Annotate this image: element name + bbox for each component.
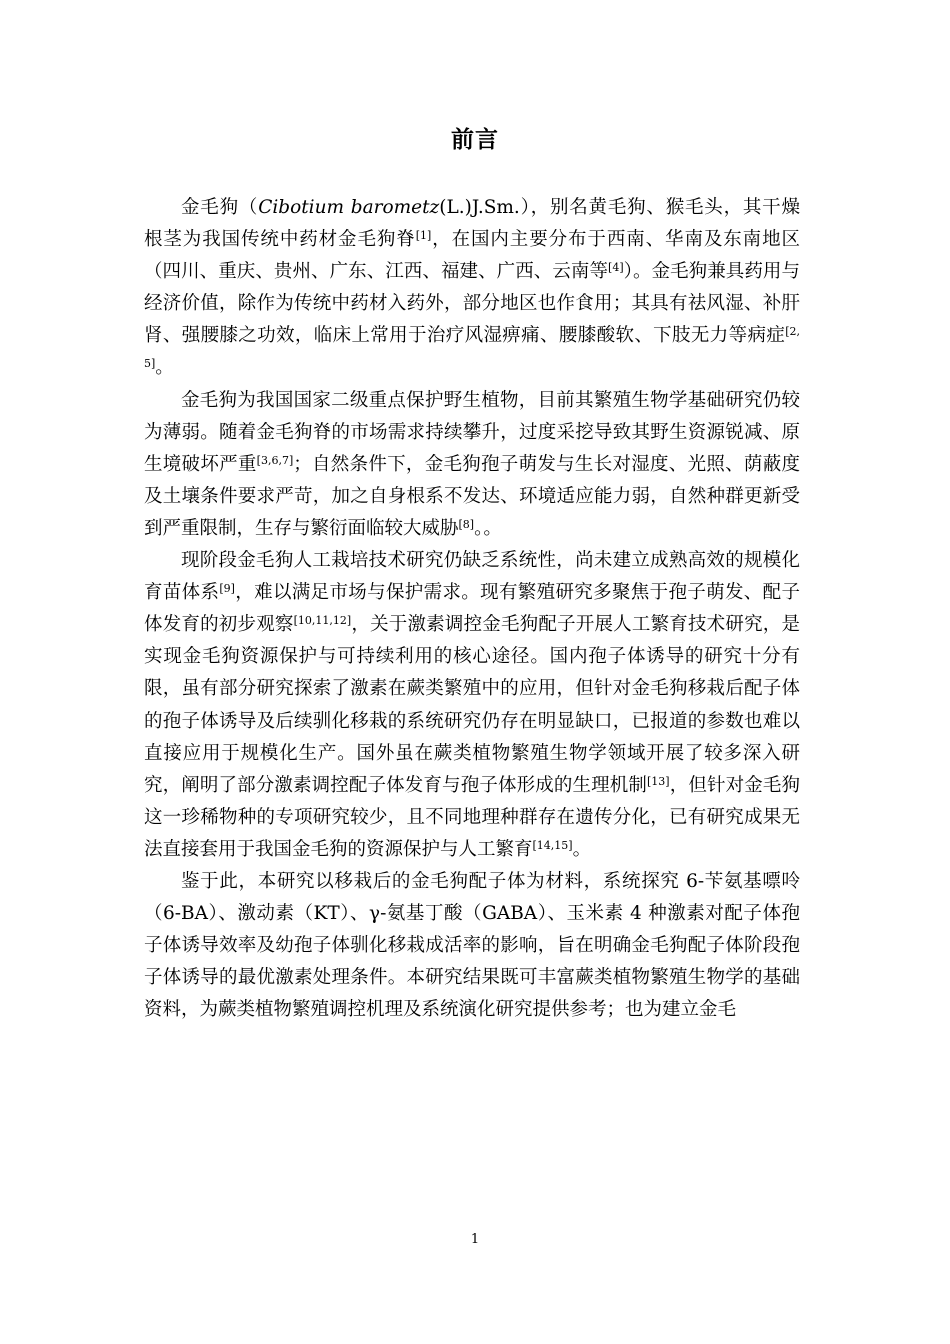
text-run: ）。金毛狗兼具药用与经济价值，除作为传统中药材入药外，部分地区也作食用；其具有祛风湿、补肝肾、强腰膝之功效，临床上常用于治疗风湿痹痛、腰膝酸软、下肢无力等病症 [144, 261, 800, 347]
body-paragraph [144, 866, 800, 1026]
citation-ref: [9] [219, 582, 235, 596]
text-run: ，难以满足市场与保护需求。现有繁殖研究多聚焦于孢子萌发、配子体发育的初步观察 [144, 582, 800, 636]
page-number: 1 [470, 1232, 480, 1247]
body-paragraph [144, 385, 800, 545]
body-paragraph [144, 545, 800, 866]
page-title: 前言 [451, 127, 499, 153]
citation-ref: [14,15] [532, 838, 573, 852]
text-run: 现阶段金毛狗人工栽培技术研究仍缺乏系统性，尚未建立成熟高效的规模化育苗体系 [144, 550, 800, 604]
text-run: ；自然条件下，金毛狗孢子萌发与生长对湿度、光照、荫蔽度及土壤条件要求严苛，加之自身根系不发达、环境适应能力弱，自然种群更新受到严重限制，生存与繁衍面临较大威胁 [144, 453, 800, 539]
citation-ref: [4] [608, 261, 624, 275]
text-run: (L.)J.Sm.），别名黄毛狗、猴毛头，其干燥根茎为我国传统中药材金毛狗脊 [144, 197, 800, 251]
text-run: 金毛狗（ [181, 197, 259, 218]
citation-ref: [13] [646, 774, 670, 788]
citation-ref: [2,5] [144, 325, 800, 371]
text-run: 。 [155, 357, 174, 379]
text-run: 。。 [474, 517, 502, 539]
body-paragraph [144, 192, 800, 385]
text-run: 。 [572, 838, 592, 860]
text-run: ，关于激素调控金毛狗配子开展人工繁育技术研究，是实现金毛狗资源保护与可持续利用的核心途径。国内孢子体诱导的研究十分有限，虽有部分研究探索了激素在蕨类繁殖中的应用，但针对金毛狗移栽后配子体的孢子体诱导及后续驯化移栽的系统研究仍存在明显缺口，已报道的参数也难以直接应用于规模化生产。国外虽在蕨类植物繁殖生物学领域开展了较多深入研究，阐明了部分激素调控配子体发育与孢子体形成的生理机制 [144, 614, 800, 796]
species-name: Cibotium barometz [258, 197, 440, 218]
citation-ref: [1] [415, 229, 432, 243]
text-run: 金毛狗为我国国家二级重点保护野生植物，目前其繁殖生物学基础研究仍较为薄弱。随着金毛狗脊的市场需求持续攀升，过度采挖导致其野生资源锐减、原生境破坏严重 [144, 389, 800, 475]
citation-ref: [8] [458, 517, 475, 531]
citation-ref: [10,11,12] [293, 614, 352, 628]
text-run: ，在国内主要分布于西南、华南及东南地区（四川、重庆、贵州、广东、江西、福建、广西、云南等 [144, 229, 800, 283]
text-run: 鉴于此，本研究以移栽后的金毛狗配子体为材料，系统探究 6-苄氨基嘌呤（6-BA）、激动素（KT）、γ-氨基丁酸（GABA）、玉米素 4 种激素对配子体孢子体诱导效率及幼孢子体驯化移栽成活率的影响，旨在明确金毛狗配子体阶段孢子体诱导的最优激素处理条件。本研究结果既可丰富蕨类植物繁殖生物学的基础资料，为蕨类植物繁殖调控机理及系统演化研究提供参考；也为建立金毛 [144, 870, 800, 1021]
text-run: ，但针对金毛狗这一珍稀物种的专项研究较少，且不同地理种群存在遗传分化，已有研究成果无法直接套用于我国金毛狗的资源保护与人工繁育 [144, 774, 800, 860]
body-text [144, 192, 800, 1026]
citation-ref: [3,6,7] [256, 453, 294, 467]
